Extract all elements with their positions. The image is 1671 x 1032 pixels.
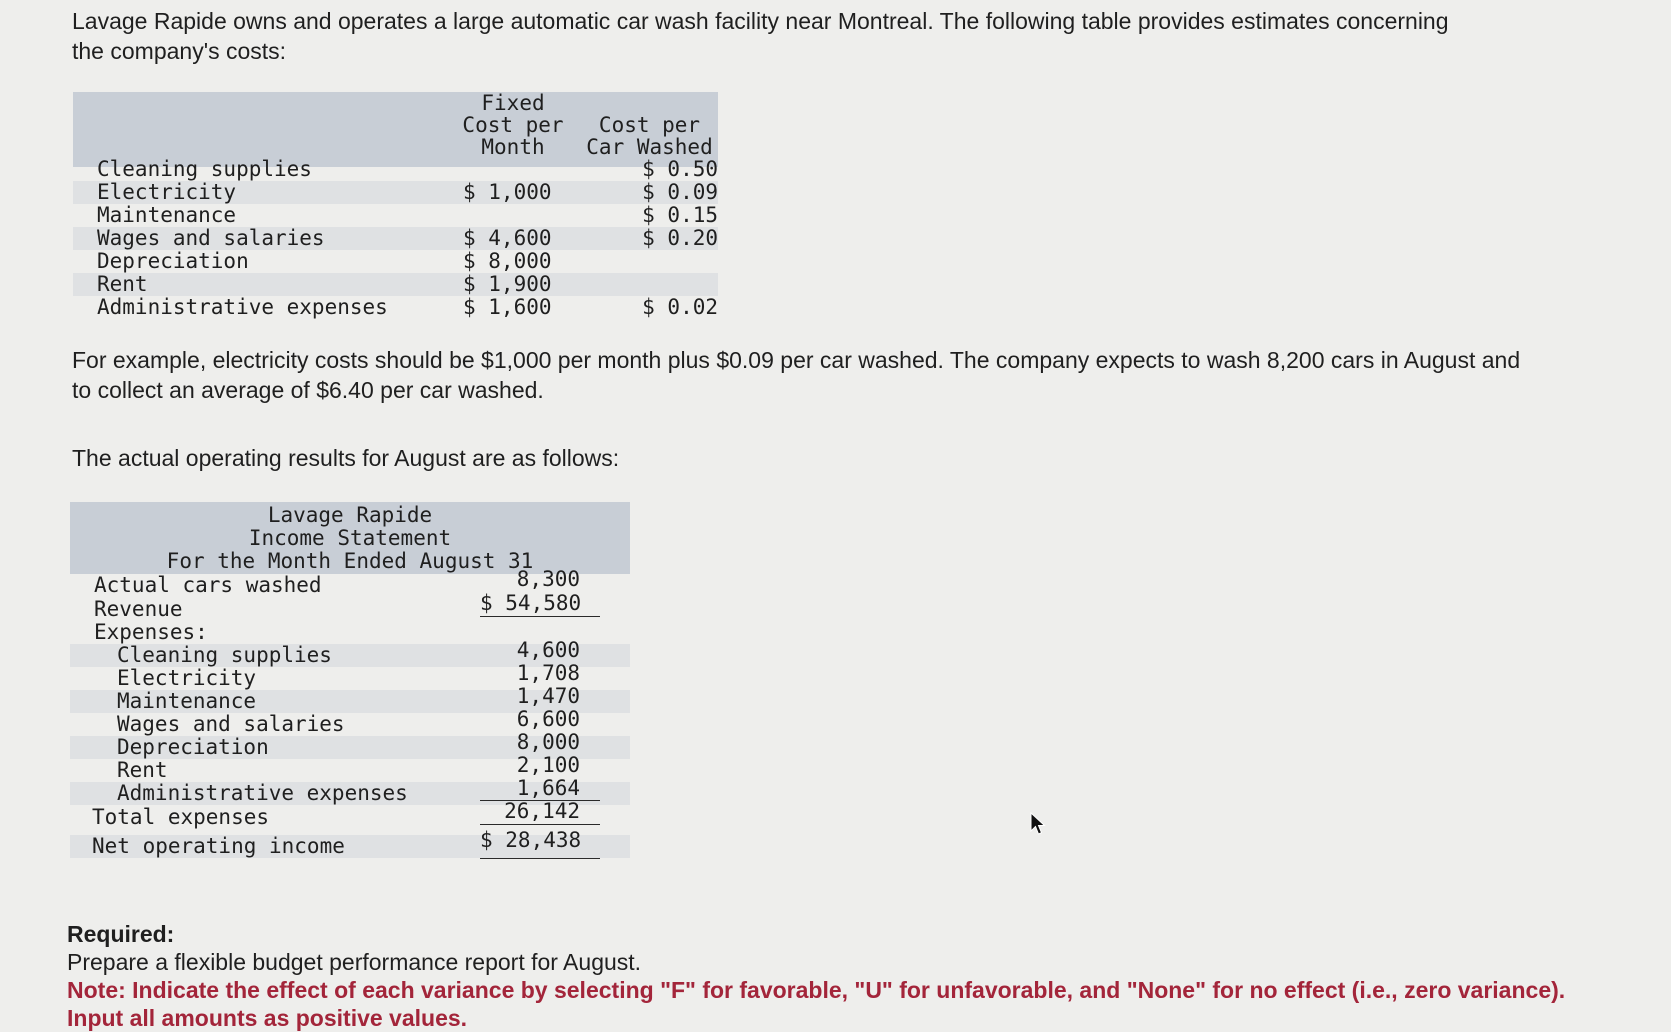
cost-estimates-table — [73, 92, 718, 337]
row-value: 8,000 — [516, 730, 580, 754]
row-label: Cleaning supplies — [117, 643, 332, 667]
row-label: Wages and salaries — [97, 226, 325, 250]
row-label: Revenue — [94, 597, 183, 621]
expenses-heading: Expenses: — [94, 620, 208, 644]
variable-cost-value: $ 0.15 — [642, 203, 718, 227]
row-value: 1,708 — [516, 661, 580, 685]
row-label: Maintenance — [97, 203, 237, 227]
row-value: 1,664 — [516, 776, 580, 800]
example-text: For example, electricity costs should be $1,000 per month plus $0.09 per car washed. The company expects to wash 8,200 cars in August and to collect an average of $6.40 per car washed. — [72, 347, 1521, 403]
fixed-cost-value: $ 1,900 — [463, 272, 552, 296]
variable-cost-value: $ 0.09 — [642, 180, 718, 204]
row-value: 8,300 — [516, 567, 580, 591]
row-label: Cleaning supplies — [97, 157, 312, 181]
underline — [480, 616, 600, 617]
fixed-cost-value: $ 4,600 — [463, 226, 552, 250]
table-row — [73, 204, 718, 227]
row-label: Electricity — [97, 180, 237, 204]
table-row — [73, 273, 718, 296]
table-row — [73, 227, 718, 250]
variable-cost-value: $ 0.50 — [642, 157, 718, 181]
fixed-cost-value: $ 1,000 — [463, 180, 552, 204]
row-label: Maintenance — [117, 689, 257, 713]
row-value: 4,600 — [516, 638, 580, 662]
statement-name: Income Statement — [248, 526, 452, 550]
variable-cost-header: Cost per Car Washed — [586, 113, 713, 159]
company-name: Lavage Rapide — [267, 503, 433, 527]
fixed-cost-value: $ 1,600 — [463, 295, 552, 319]
row-label: Depreciation — [117, 735, 269, 759]
row-label: Depreciation — [97, 249, 249, 273]
net-operating-income-row — [70, 828, 630, 858]
row-label: Administrative expenses — [97, 295, 388, 319]
row-value: 2,100 — [516, 753, 580, 777]
row-label: Administrative expenses — [117, 781, 408, 805]
required-note: Note: Indicate the effect of each variance by selecting "F" for favorable, "U" for unfavorable, and "None" for no effect (i.e., zero variance). Input all amounts as positive values. — [67, 977, 1566, 1031]
row-label: Actual cars washed — [94, 573, 322, 597]
intro-text: Lavage Rapide owns and operates a large automatic car wash facility near Montreal. The following table provides estimates concerning the company's costs: — [72, 8, 1449, 64]
revenue-row — [70, 591, 630, 621]
row-label: Rent — [117, 758, 168, 782]
row-value: 26,142 — [504, 799, 580, 823]
table-row — [73, 250, 718, 273]
fixed-cost-value: $ 8,000 — [463, 249, 552, 273]
variable-cost-value: $ 0.02 — [642, 295, 718, 319]
row-value: $ 54,580 — [480, 591, 582, 615]
table-row — [73, 158, 718, 181]
row-value: 1,470 — [516, 684, 580, 708]
row-label: Electricity — [117, 666, 257, 690]
double-underline — [480, 858, 600, 859]
income-statement — [70, 502, 630, 882]
actual-results-intro: The actual operating results for August are as follows: — [72, 445, 620, 471]
row-label: Net operating income — [92, 834, 345, 858]
required-text: Prepare a flexible budget performance report for August. — [67, 949, 642, 975]
row-label: Rent — [97, 272, 148, 296]
table-row — [73, 296, 718, 319]
table-row — [73, 181, 718, 204]
underline — [480, 824, 600, 825]
variable-cost-value: $ 0.20 — [642, 226, 718, 250]
row-label: Total expenses — [92, 805, 270, 829]
row-value: 6,600 — [516, 707, 580, 731]
total-expenses-row — [70, 799, 630, 829]
row-label: Wages and salaries — [117, 712, 345, 736]
mouse-pointer-icon — [1030, 812, 1046, 836]
required-section — [67, 920, 1607, 1032]
fixed-cost-header: Fixed Cost per Month — [462, 91, 564, 159]
required-title: Required: — [67, 921, 175, 947]
row-value: $ 28,438 — [480, 828, 582, 852]
statement-period: For the Month Ended August 31 — [166, 549, 534, 573]
